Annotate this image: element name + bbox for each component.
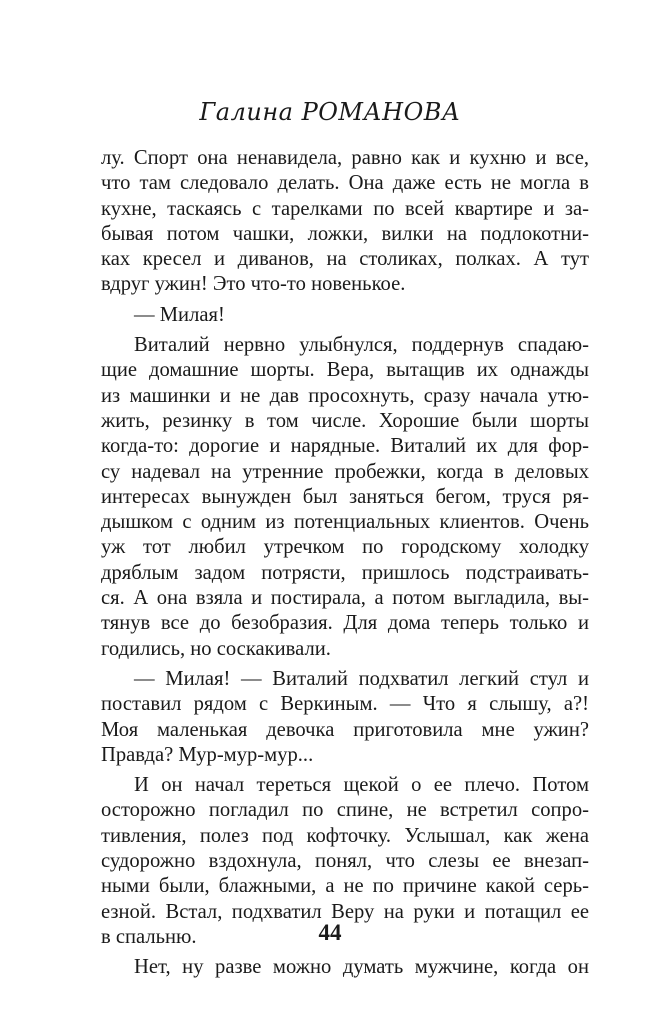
text-line: дряблым задом потрясти, пришлось подстраивать- [101, 561, 589, 584]
paragraph [101, 303, 589, 328]
text-line: осторожно погладил по спине, не встретил сопро- [101, 799, 589, 822]
text-line: Виталий нервно улыбнулся, поддернув спадаю- [134, 334, 589, 357]
text-line: ными были, блажными, а не по причине какой серь- [101, 875, 589, 898]
text-line: — Милая! — Виталий подхватил легкий стул и [134, 667, 589, 690]
text-line: бывая потом чашки, ложки, вилки на подлокотни- [101, 222, 589, 245]
text-line: кухне, таскаясь с тарелками по всей квартире и за- [101, 197, 589, 220]
text-line: су надевал на утренние пробежки, когда в деловых [101, 460, 589, 483]
text-line: судорожно вздохнула, понял, что слезы ее внезап- [101, 850, 589, 873]
text-line: езной. Встал, подхватил Веру на руки и потащил ее [101, 900, 589, 923]
text-line: Правда? Мур-мур-мур... [101, 743, 314, 766]
text-line: жить, резинку в том числе. Хорошие были шорты [101, 409, 589, 432]
text-line: ся. А она взяла и постирала, а потом выгладила, вы- [101, 587, 589, 610]
text-line: тивления, полез под кофточку. Услышал, как жена [101, 824, 589, 847]
text-line: Моя маленькая девочка приготовила мне ужин? [101, 718, 589, 741]
text-line: дышком с одним из потенциальных клиентов. Очень [101, 511, 589, 534]
page-number: 44 [318, 920, 342, 945]
text-line: — Милая! [134, 303, 225, 326]
body-text [101, 146, 589, 981]
running-head: Галина РОМАНОВА [199, 98, 461, 126]
text-line: вдруг ужин! Это что-то новенькое. [101, 273, 406, 296]
paragraph [101, 955, 589, 980]
text-line: И он начал тереться щекой о ее плечо. Потом [134, 774, 589, 797]
text-line: уж тот любил утречком по городскому холодку [101, 536, 589, 559]
text-line: щие домашние шорты. Вера, вытащив их однажды [101, 359, 589, 382]
text-line: из машинки и не дав просохнуть, сразу начала утю- [101, 384, 589, 407]
paragraph [101, 146, 589, 298]
text-line: Нет, ну разве можно думать мужчине, когда он [134, 956, 589, 979]
paragraph [101, 333, 589, 662]
text-line: когда-то: дорогие и нарядные. Виталий их для фор- [101, 435, 589, 458]
paragraph [101, 667, 589, 768]
text-line: тянув все до безобразия. Для дома теперь только и [101, 612, 589, 635]
text-line: интересах вынужден был заняться бегом, труся ря- [101, 485, 589, 508]
text-line: поставил рядом с Веркиным. — Что я слышу, а?! [101, 693, 589, 716]
text-line: ках кресел и диванов, на столиках, полках. А тут [101, 248, 589, 271]
text-line: что там следовало делать. Она даже есть не могла в [101, 172, 589, 195]
text-line: лу. Спорт она ненавидела, равно как и кухню и все, [101, 147, 589, 169]
text-line: годились, но соскакивали. [101, 637, 331, 660]
text-line: в спальню. [101, 925, 197, 948]
